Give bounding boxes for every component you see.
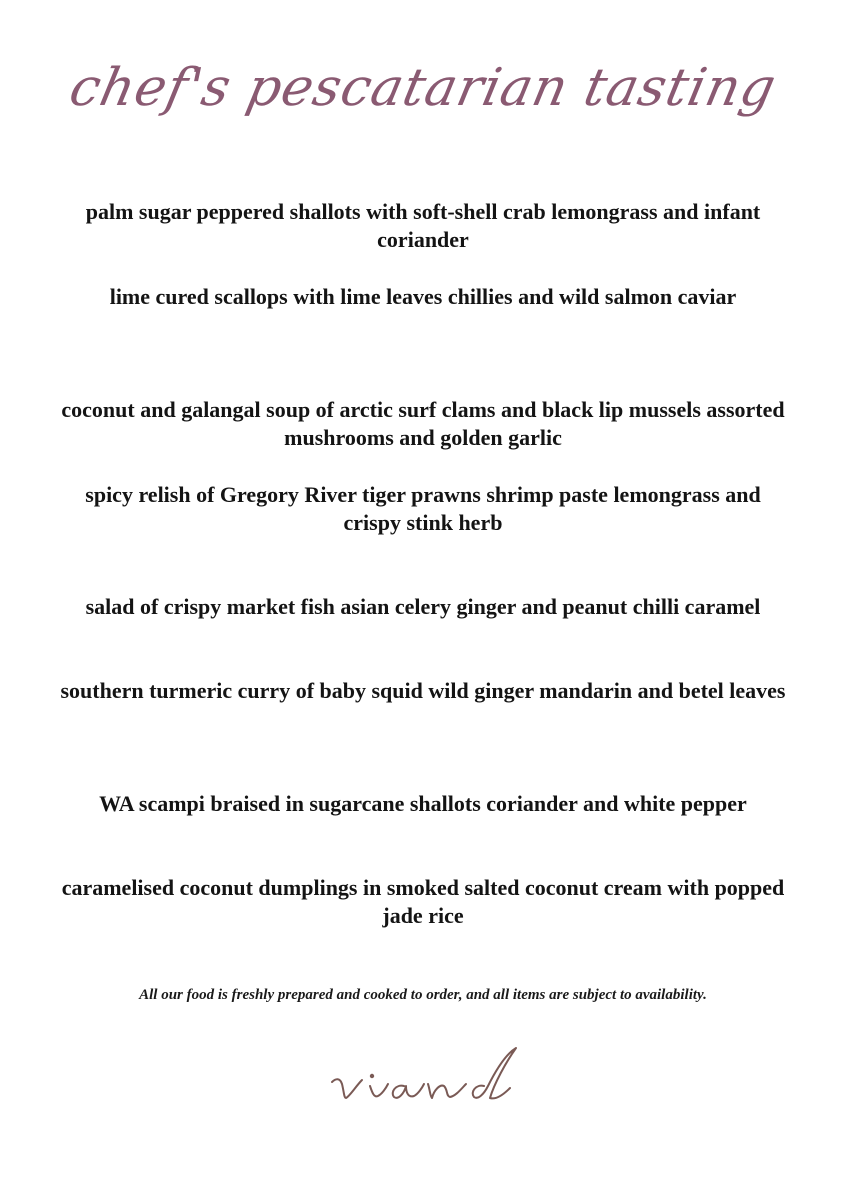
menu-title: chef's pescatarian tasting	[64, 58, 782, 118]
viand-logo	[0, 1040, 846, 1120]
dish-item: coconut and galangal soup of arctic surf clams and black lip mussels assorted mushrooms and golden garlic	[61, 397, 785, 450]
dish-item: spicy relish of Gregory River tiger prawns shrimp paste lemongrass and crispy stink herb	[85, 482, 761, 535]
dish-item: palm sugar peppered shallots with soft-shell crab lemongrass and infant coriander	[85, 199, 761, 252]
dish-item: southern turmeric curry of baby squid wild ginger mandarin and betel leaves	[60, 678, 786, 703]
dish-item: caramelised coconut dumplings in smoked salted coconut cream with popped jade rice	[61, 875, 785, 928]
logo-text: viand	[0, 1040, 3, 1041]
dish-item: lime cured scallops with lime leaves chillies and wild salmon caviar	[109, 284, 737, 309]
dish-item: WA scampi braised in sugarcane shallots coriander and white pepper	[99, 791, 747, 816]
availability-note: All our food is freshly prepared and cooked to order, and all items are subject to availability.	[139, 987, 707, 1003]
dish-item: salad of crispy market fish asian celery ginger and peanut chilli caramel	[85, 594, 761, 619]
